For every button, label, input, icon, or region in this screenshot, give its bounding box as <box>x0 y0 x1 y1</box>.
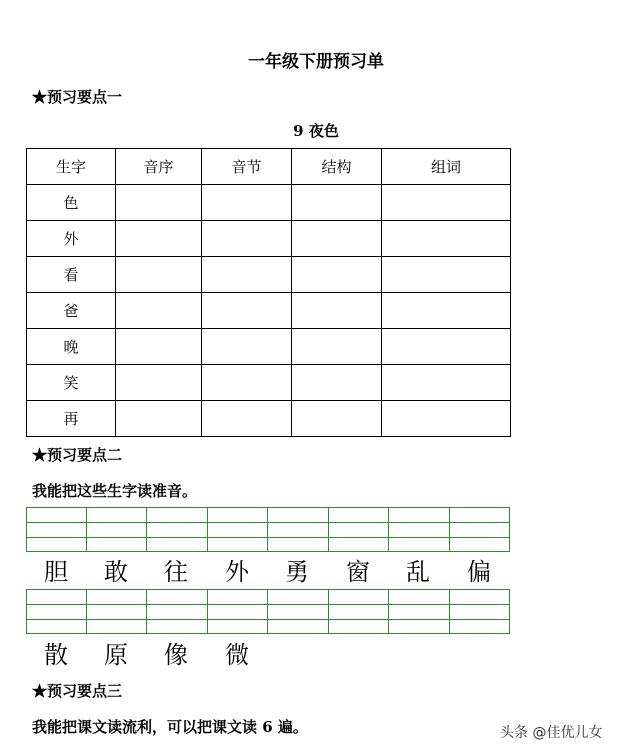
practice-character: 偏 <box>467 558 491 586</box>
character-cell: 爸 <box>27 293 116 329</box>
words-cell[interactable] <box>382 401 511 437</box>
practice-character: 乱 <box>406 558 430 586</box>
header-character: 生字 <box>27 149 116 185</box>
practice-character: 像 <box>164 641 188 669</box>
structure-cell[interactable] <box>292 185 382 221</box>
structure-cell[interactable] <box>292 329 382 365</box>
words-cell[interactable] <box>382 257 511 293</box>
initial-cell[interactable] <box>116 365 202 401</box>
practice-character: 微 <box>225 641 249 669</box>
structure-cell[interactable] <box>292 221 382 257</box>
page-title: 一年级下册预习单 <box>248 52 384 72</box>
pinyin-grid[interactable] <box>26 589 510 634</box>
syllable-cell[interactable] <box>202 221 292 257</box>
practice-character: 往 <box>164 558 188 586</box>
lesson-title: 9 夜色 <box>293 122 339 140</box>
character-row <box>26 638 510 672</box>
header-words: 组词 <box>382 149 511 185</box>
practice-character: 胆 <box>44 558 68 586</box>
syllable-cell[interactable] <box>202 401 292 437</box>
words-cell[interactable] <box>382 329 511 365</box>
structure-cell[interactable] <box>292 293 382 329</box>
syllable-cell[interactable] <box>202 293 292 329</box>
practice-character: 窗 <box>346 558 370 586</box>
character-cell: 晚 <box>27 329 116 365</box>
initial-cell[interactable] <box>116 185 202 221</box>
syllable-cell[interactable] <box>202 329 292 365</box>
watermark: 头条 @佳优儿女 <box>500 725 603 741</box>
words-cell[interactable] <box>382 293 511 329</box>
character-row <box>26 555 510 589</box>
character-table <box>26 148 511 437</box>
initial-cell[interactable] <box>116 401 202 437</box>
character-cell: 笑 <box>27 365 116 401</box>
initial-cell[interactable] <box>116 329 202 365</box>
section1-heading: ★预习要点一 <box>32 88 123 106</box>
header-initial: 音序 <box>116 149 202 185</box>
character-cell: 再 <box>27 401 116 437</box>
pinyin-grid[interactable] <box>26 507 510 552</box>
character-cell: 色 <box>27 185 116 221</box>
table-row <box>27 257 511 293</box>
structure-cell[interactable] <box>292 365 382 401</box>
words-cell[interactable] <box>382 221 511 257</box>
header-structure: 结构 <box>292 149 382 185</box>
table-row <box>27 293 511 329</box>
words-cell[interactable] <box>382 185 511 221</box>
character-cell: 看 <box>27 257 116 293</box>
structure-cell[interactable] <box>292 257 382 293</box>
section3-instruction: 我能把课文读流利，可以把课文读 6 遍。 <box>32 718 308 736</box>
practice-character: 外 <box>225 558 249 586</box>
initial-cell[interactable] <box>116 293 202 329</box>
character-cell: 外 <box>27 221 116 257</box>
words-cell[interactable] <box>382 365 511 401</box>
syllable-cell[interactable] <box>202 365 292 401</box>
section2-heading: ★预习要点二 <box>32 446 123 464</box>
syllable-cell[interactable] <box>202 257 292 293</box>
structure-cell[interactable] <box>292 401 382 437</box>
practice-character: 原 <box>104 641 128 669</box>
table-row <box>27 365 511 401</box>
syllable-cell[interactable] <box>202 185 292 221</box>
section2-instruction: 我能把这些生字读准音。 <box>32 482 198 500</box>
practice-character: 勇 <box>285 558 309 586</box>
practice-character: 敢 <box>104 558 128 586</box>
practice-character: 散 <box>44 641 68 669</box>
table-row <box>27 329 511 365</box>
table-header-row <box>27 149 511 185</box>
table-row <box>27 185 511 221</box>
header-syllable: 音节 <box>202 149 292 185</box>
table-row <box>27 401 511 437</box>
section3-heading: ★预习要点三 <box>32 682 123 700</box>
table-row <box>27 221 511 257</box>
initial-cell[interactable] <box>116 257 202 293</box>
initial-cell[interactable] <box>116 221 202 257</box>
